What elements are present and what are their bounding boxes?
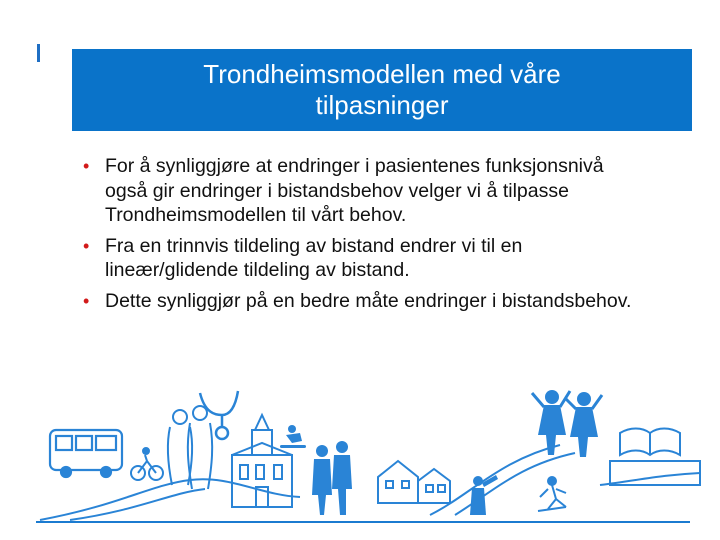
bus-icon <box>50 430 122 477</box>
houses-icon <box>378 461 450 503</box>
skier-icon <box>538 477 566 511</box>
bullet-item <box>82 289 642 314</box>
slide-title: Trondheimsmodellen med våre tilpasninger <box>203 59 561 120</box>
bullet-text: For å synliggjøre at endringer i pasientenes funksjonsnivå også gir endringer i bistandsbehov velger vi å tilpasse Trondheimsmodellen til vårt behov. <box>105 155 604 226</box>
jumping-kids-icon <box>532 390 602 457</box>
bullet-item <box>82 234 642 283</box>
cyclist-icon <box>131 448 163 480</box>
bullet-dot-icon: • <box>83 235 90 256</box>
side-marker <box>37 44 40 62</box>
family-icon <box>168 406 212 489</box>
church-icon <box>232 415 292 507</box>
snowboarder-icon <box>280 425 306 448</box>
road-icon <box>40 445 700 520</box>
bullet-list <box>82 154 642 319</box>
bullet-dot-icon: • <box>83 156 90 176</box>
community-illustration <box>0 385 720 540</box>
bullet-text: Dette synliggjør på en bedre måte endringer i bistandsbehov. <box>105 289 632 312</box>
bullet-text: Fra en trinnvis tildeling av bistand endrer vi til en lineær/glidende tildeling av bistand. <box>105 234 523 281</box>
bullet-dot-icon: • <box>83 290 90 311</box>
footer-divider <box>36 521 690 523</box>
couple-icon <box>312 441 352 515</box>
bullet-item <box>82 154 642 228</box>
title-banner <box>72 49 692 131</box>
